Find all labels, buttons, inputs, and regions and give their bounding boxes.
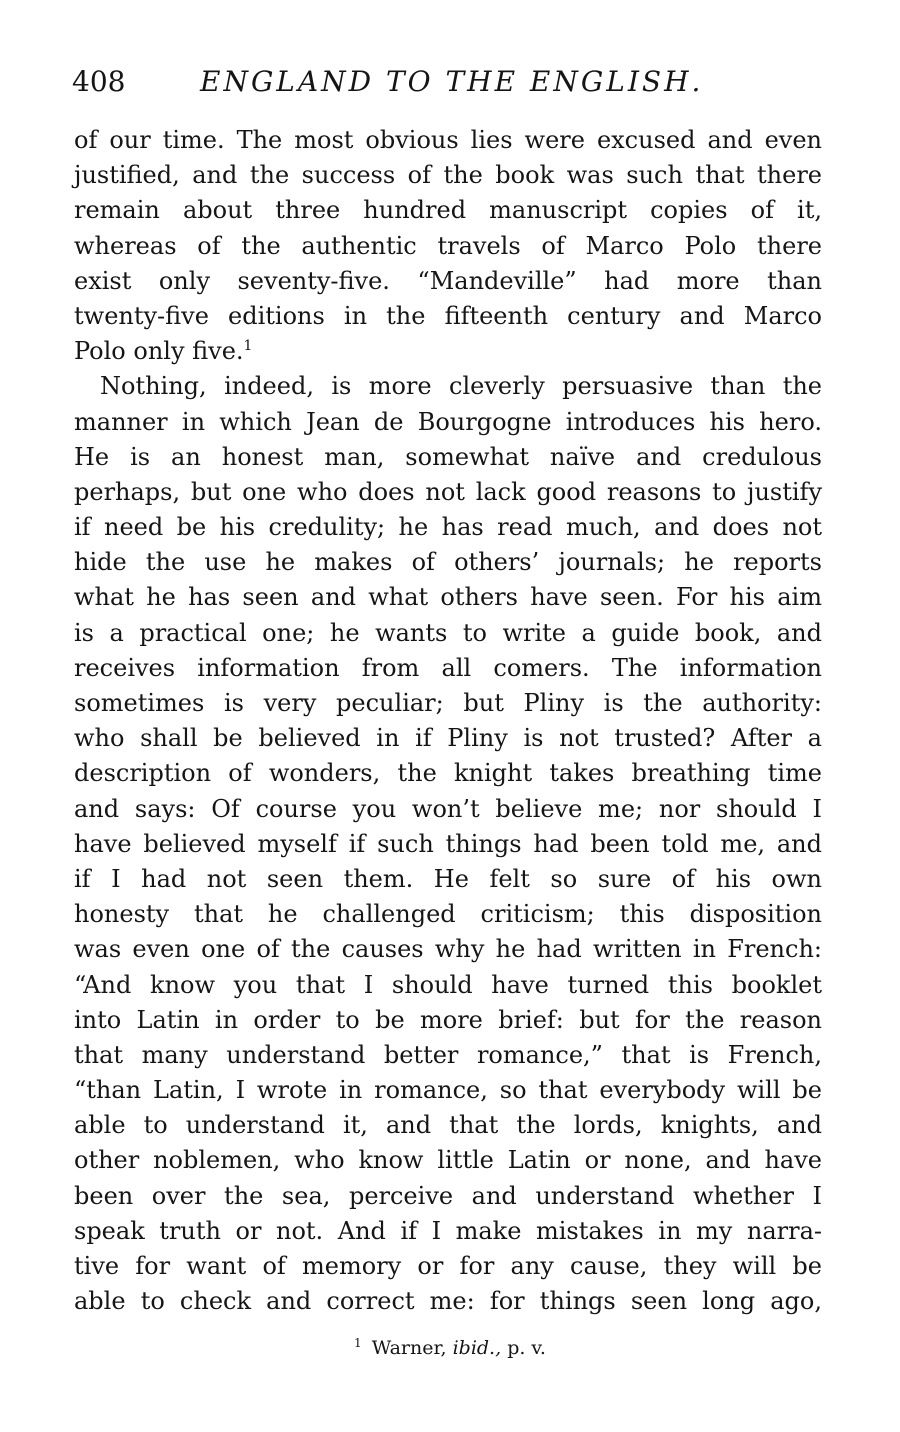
page-header xyxy=(72,62,828,102)
text-line: justified, and the success of the book was such that there xyxy=(74,161,822,190)
text-line: Polo only five.$^1$ xyxy=(74,337,253,366)
footnote-ref: ibid., xyxy=(452,1337,502,1359)
text-line: have believed myself if such things had been told me, and xyxy=(74,829,822,858)
footnote-page: p. v. xyxy=(507,1337,546,1359)
text-line: what he has seen and what others have seen. For his aim xyxy=(74,583,822,612)
text-line: that many understand better romance,” that is French, xyxy=(74,1040,822,1069)
running-head: ENGLAND TO THE ENGLISH. xyxy=(200,65,704,98)
text-line: description of wonders, the knight takes breathing time xyxy=(74,759,822,788)
text-line: honesty that he challenged criticism; this disposition xyxy=(74,900,822,929)
text-line: is a practical one; he wants to write a guide book, and xyxy=(74,618,822,647)
body-text xyxy=(74,123,822,1319)
text-line: other noblemen, who know little Latin or none, and have xyxy=(74,1146,822,1175)
text-line: perhaps, but one who does not lack good reasons to justify xyxy=(74,477,822,506)
text-line: He is an honest man, somewhat naïve and credulous xyxy=(74,442,822,471)
text-line: if need be his credulity; he has read much, and does not xyxy=(74,513,822,542)
footnote xyxy=(0,1334,900,1362)
text-line: receives information from all comers. The information xyxy=(74,653,822,682)
text-line: been over the sea, perceive and understand whether I xyxy=(74,1181,822,1210)
text-line: “than Latin, I wrote in romance, so that everybody will be xyxy=(74,1076,822,1105)
text-line: twenty-five editions in the fifteenth century and Marco xyxy=(74,301,822,330)
text-line: sometimes is very peculiar; but Pliny is the authority: xyxy=(74,689,822,717)
text-line: speak truth or not. And if I make mistakes in my narra- xyxy=(74,1216,822,1245)
footnote-reference: 1 xyxy=(243,338,253,355)
text-line: of our time. The most obvious lies were excused and even xyxy=(74,126,822,154)
text-line: exist only seventy-five. “Mandeville” had more than xyxy=(74,266,822,295)
text-line: able to understand it, and that the lords, knights, and xyxy=(74,1111,822,1140)
text-line: manner in which Jean de Bourgogne introduces his hero. xyxy=(74,407,822,436)
text-line: into Latin in order to be more brief: but for the reason xyxy=(74,1005,822,1034)
text-line: if I had not seen them. He felt so sure of his own xyxy=(74,864,822,893)
text-line: tive for want of memory or for any cause, they will be xyxy=(74,1252,822,1280)
footnote-author: Warner, xyxy=(371,1337,447,1359)
text-line: and says: Of course you won’t believe me; nor should I xyxy=(74,794,822,823)
text-line: remain about three hundred manuscript copies of it, xyxy=(74,196,822,225)
text-line: hide the use he makes of others’ journals; he reports xyxy=(74,548,822,577)
text-line: able to check and correct me: for things seen long ago, xyxy=(74,1287,822,1316)
text-line: whereas of the authentic travels of Marco Polo there xyxy=(74,231,822,260)
footnote-marker: 1 xyxy=(354,1335,362,1350)
text-line: was even one of the causes why he had written in French: xyxy=(74,935,822,964)
paragraph-first-line: Nothing, indeed, is more cleverly persuasive than the xyxy=(100,372,822,401)
page-number: 408 xyxy=(72,65,126,98)
text-line: “And know you that I should have turned this booklet xyxy=(74,970,822,999)
text-line: who shall be believed in if Pliny is not trusted? After a xyxy=(74,724,822,753)
